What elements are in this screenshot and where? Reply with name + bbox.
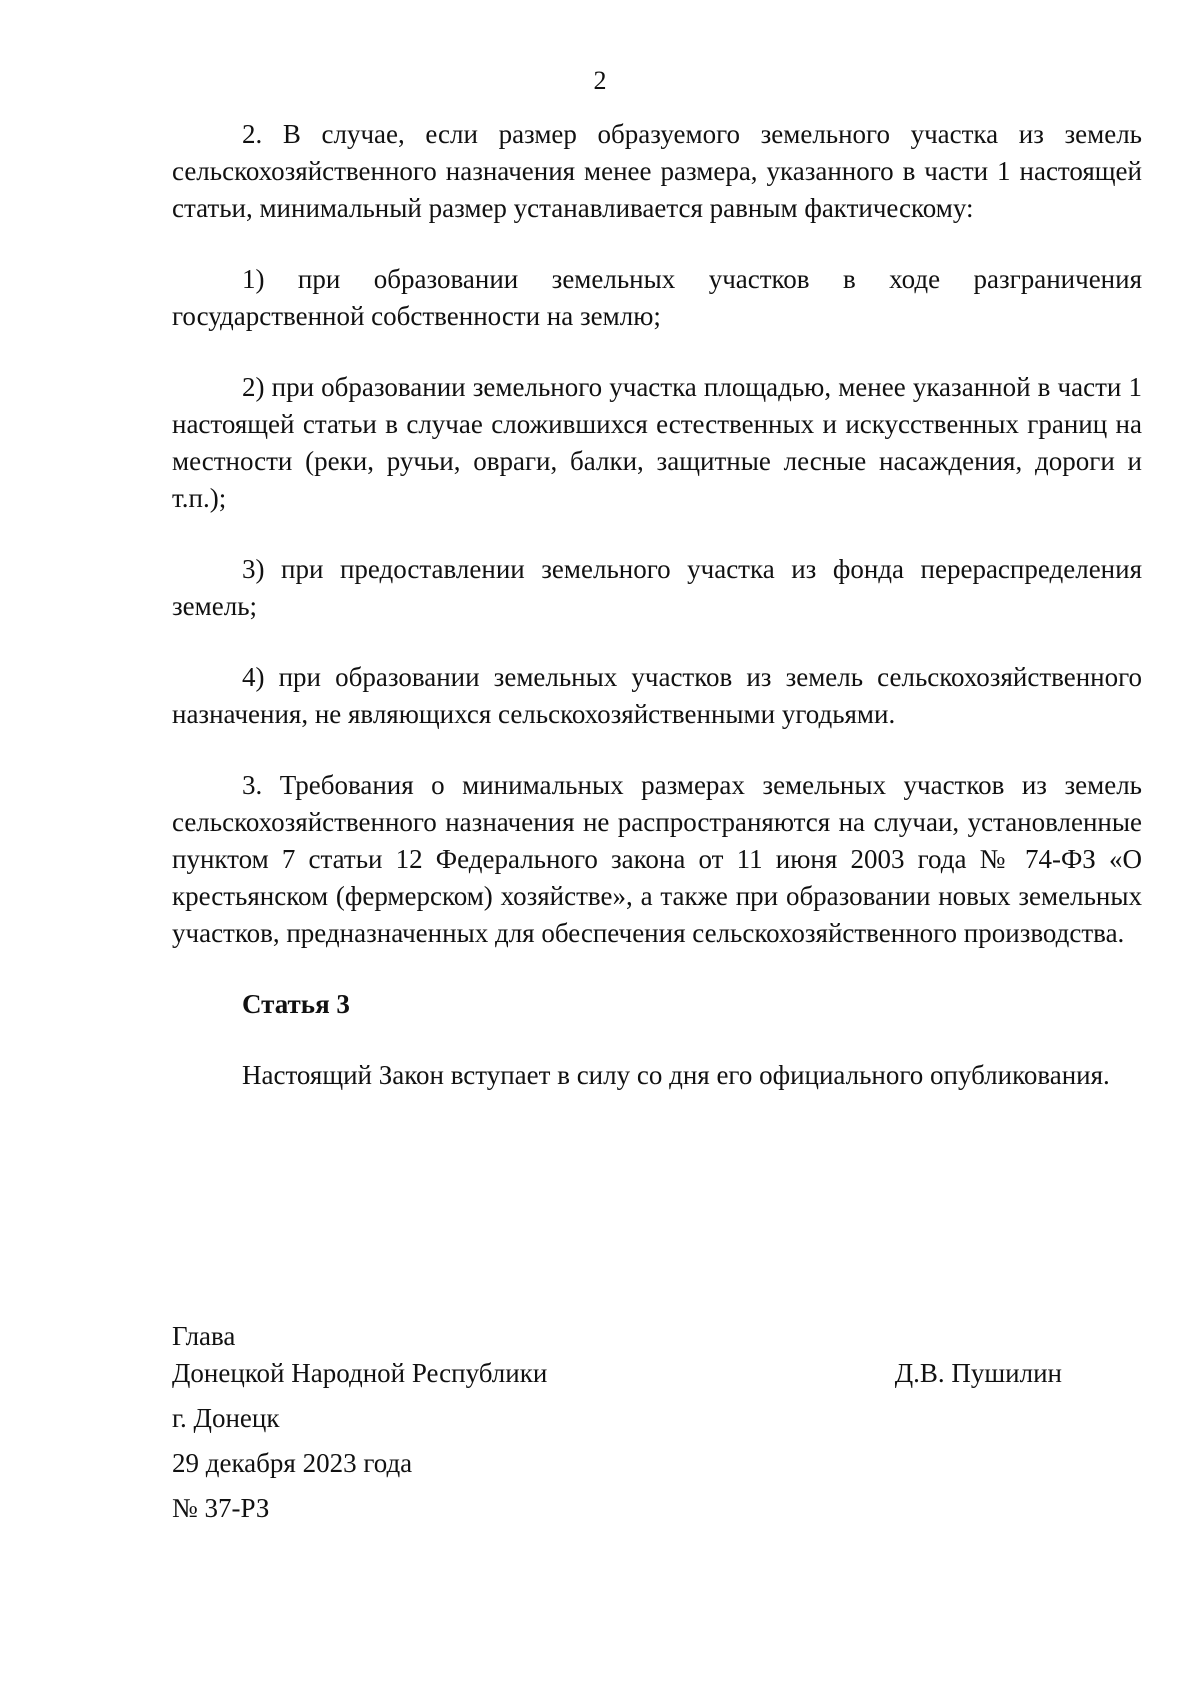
paragraph-part-3: 3. Требования о минимальных размерах земельных участков из земель сельскохозяйственного назначения не распространяются на случаи, установленные пунктом 7 статьи 12 Федерального закона от 11 июня 2003 года № 74-ФЗ «О крестьянском (фермерском) хозяйстве», а также при образовании новых земельных участков, предназначенных для обеспечения сельскохозяйственного производства. — [172, 770, 1142, 948]
signer-row — [172, 1355, 1072, 1392]
paragraph-part-2: 2. В случае, если размер образуемого земельного участка из земель сельскохозяйственного назначения менее размера, указанного в части 1 настоящей статьи, минимальный размер устанавливается равным фактическому: — [172, 119, 1142, 223]
signer-name: Д.В. Пушилин — [894, 1358, 1062, 1388]
signer-title-line1: Глава — [172, 1321, 236, 1351]
page-number: 2 — [593, 66, 607, 95]
signing-city: г. Донецк — [172, 1403, 280, 1433]
paragraph-item-2: 2) при образовании земельного участка площадью, менее указанной в части 1 настоящей статьи в случае сложившихся естественных и искусственных границ на местности (реки, ручьи, овраги, балки, защитные лесные насаждения, дороги и т.п.); — [172, 372, 1142, 513]
article-heading: Статья 3 — [242, 989, 350, 1019]
paragraph-item-4: 4) при образовании земельных участков из земель сельскохозяйственного назначения, не являющихся сельскохозяйственными угодьями. — [172, 662, 1142, 729]
paragraph-item-3: 3) при предоставлении земельного участка из фонда перераспределения земель; — [172, 554, 1142, 621]
document-body — [172, 116, 1142, 1094]
paragraph-item-1: 1) при образовании земельных участков в ходе разграничения государственной собственности на землю; — [172, 264, 1142, 331]
signer-title-line2: Донецкой Народной Республики — [172, 1358, 548, 1388]
signing-date: 29 декабря 2023 года — [172, 1448, 413, 1478]
signature-block — [172, 1318, 1072, 1527]
law-number: № 37-РЗ — [172, 1493, 270, 1523]
article-text: Настоящий Закон вступает в силу со дня его официального опубликования. — [242, 1060, 1110, 1090]
